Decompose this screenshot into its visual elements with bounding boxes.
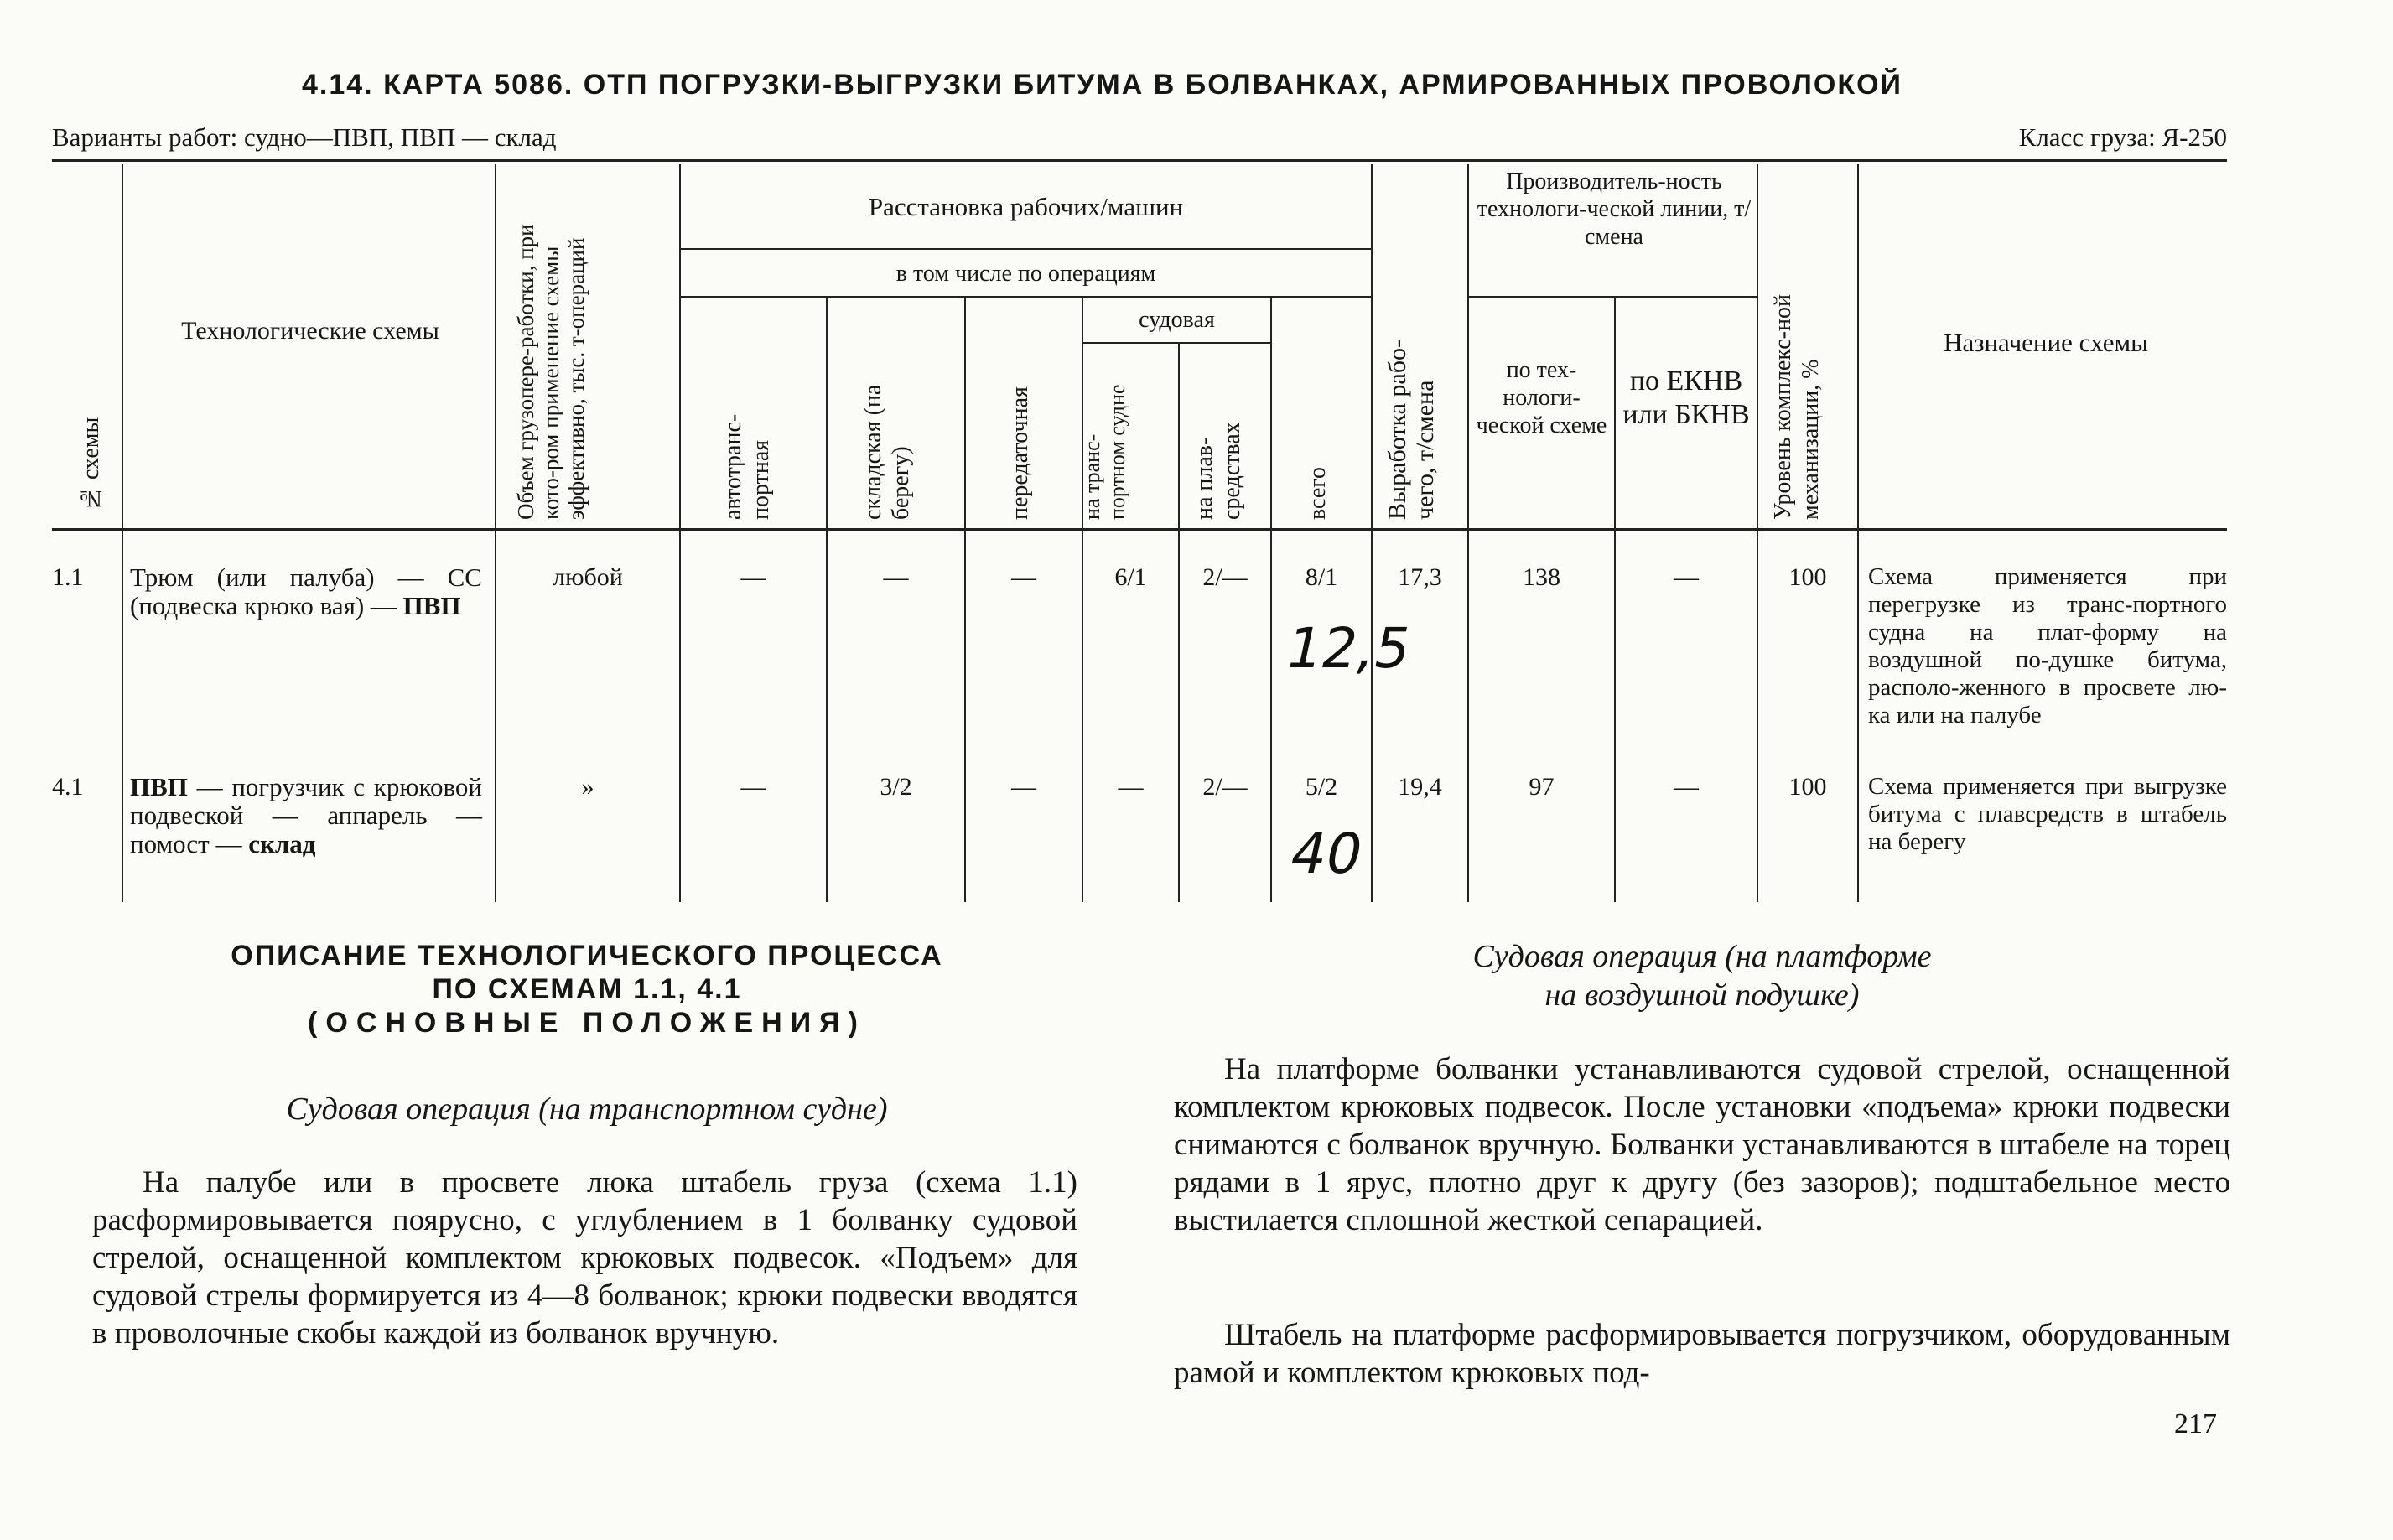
row-2-output: 19,4 bbox=[1398, 773, 1442, 801]
cargo-class: Класс груза: Я-250 bbox=[2018, 122, 2227, 152]
work-variants: Варианты работ: судно—ПВП, ПВП — склад bbox=[52, 122, 557, 152]
row-1-prod-scheme: 138 bbox=[1523, 563, 1560, 591]
col-divider bbox=[122, 164, 123, 902]
col-divider bbox=[1270, 298, 1272, 902]
table-top-rule bbox=[52, 159, 2227, 162]
left-subheading: Судовая операция (на транспортном судне) bbox=[286, 1091, 888, 1127]
row-1-total: 8/1 bbox=[1305, 563, 1338, 591]
row-2-prod-ekhv: — bbox=[1674, 773, 1699, 801]
col-divider bbox=[826, 298, 828, 902]
row-2-transfer: — bbox=[1011, 773, 1036, 801]
row-2-handwritten-note: 40 bbox=[1284, 822, 1369, 886]
right-paragraph-1: На платформе болванки устанавливаются судовой стрелой, оснащенной комплектом крюковых подвесок. После установки «подъема» крюки подвески снимаются с болванок вручную. Болванки устанавливаются в штабеле на торец рядами в 1 ярус, плотно друг к другу (без зазоров); подштабельное место выстилается сплошной жесткой сепарацией. bbox=[1174, 1052, 2230, 1237]
row-2-auto: — bbox=[740, 773, 766, 801]
row-1-ship-floating: 2/— bbox=[1202, 563, 1248, 591]
header-on-transport-ship: на транс-портном судне bbox=[1080, 384, 1129, 520]
header-sub-rule bbox=[1082, 342, 1270, 344]
left-paragraph: На палубе или в просвете люка штабель груза (схема 1.1) расформировывается поярусно, с углублением в 1 болванку судовой стрелой, оснащенной комплектом крюковых подвесок. «Подъем» для судовой стрелы формируется из 4—8 болванок; крюки подвески вводятся в проволочные скобы каждой из болванок вручную. bbox=[92, 1165, 1077, 1351]
col-divider bbox=[1857, 164, 1859, 902]
header-productivity: Производитель-ность технологи-ческой линии, т/смена bbox=[1477, 169, 1752, 250]
row-1-volume: любой bbox=[553, 563, 623, 591]
row-1-handwritten-note: 12,5 bbox=[1280, 616, 1418, 681]
header-volume: Объем грузопере-работки, при кото-ром применение схемы эффективно, тыс. т-операций bbox=[513, 224, 589, 520]
right-subheading bbox=[1174, 937, 2230, 1014]
section-heading-line-1: ОПИСАНИЕ ТЕХНОЛОГИЧЕСКОГО ПРОЦЕССА bbox=[231, 940, 943, 972]
row-1-warehouse: — bbox=[883, 563, 909, 591]
row-2-purpose: Схема применяется при выгрузке битума с плавсредств в штабель на берегу bbox=[1868, 773, 2227, 855]
row-1-prod-ekhv: — bbox=[1674, 563, 1699, 591]
header-output-per-worker: Выработка рабо-чего, т/смена bbox=[1383, 340, 1439, 520]
row-1-scheme: Трюм (или палуба) — СС (подвеска крюко вая) — ПВП bbox=[130, 563, 482, 620]
row-2-total: 5/2 bbox=[1305, 773, 1338, 801]
row-2-ship-transport: — bbox=[1118, 773, 1144, 801]
right-paragraph-2: Штабель на платформе расформировывается погрузчиком, оборудованным рамой и комплектом крюковых под- bbox=[1174, 1318, 2230, 1390]
row-1-no: 1.1 bbox=[52, 563, 84, 591]
header-scheme-no: № схемы bbox=[78, 417, 104, 511]
table-header-rule bbox=[52, 528, 2227, 531]
row-1-ship-transport: 6/1 bbox=[1114, 563, 1147, 591]
header-sub-rule bbox=[679, 296, 1371, 298]
header-warehouse: складская (на берегу) bbox=[860, 384, 914, 520]
header-by-ekhv: по ЕКНВ или БКНВ bbox=[1622, 366, 1750, 430]
header-auto: автотранс-портная bbox=[720, 413, 774, 520]
header-mechanization: Уровень комплекс-ной механизации, % bbox=[1770, 294, 1824, 520]
section-heading-line-2: ПО СХЕМАМ 1.1, 4.1 bbox=[432, 973, 742, 1005]
header-by-scheme: по тех-нологи-ческой схеме bbox=[1476, 357, 1607, 438]
header-tech-schemes: Технологические схемы bbox=[181, 317, 439, 345]
right-subheading-line-1: Судовая операция (на платформе bbox=[1472, 939, 1932, 974]
row-2-prod-scheme: 97 bbox=[1529, 773, 1555, 801]
page-number: 217 bbox=[2174, 1408, 2217, 1439]
header-ship: судовая bbox=[1139, 307, 1215, 333]
header-placement: Расстановка рабочих/машин bbox=[868, 192, 1184, 221]
header-on-floating: на плав-средствах bbox=[1191, 422, 1245, 520]
header-by-operations: в том числе по операциям bbox=[895, 261, 1156, 287]
row-2-warehouse: 3/2 bbox=[880, 773, 912, 801]
row-2-mechanization: 100 bbox=[1788, 773, 1827, 801]
page-title: 4.14. КАРТА 5086. ОТП ПОГРУЗКИ-ВЫГРУЗКИ БИТУМА В БОЛВАНКАХ, АРМИРОВАННЫХ ПРОВОЛОКОЙ bbox=[302, 69, 1902, 101]
header-purpose: Назначение схемы bbox=[1944, 328, 2148, 357]
row-1-output: 17,3 bbox=[1398, 563, 1442, 591]
header-transfer: передаточная bbox=[1007, 386, 1033, 520]
section-heading bbox=[92, 939, 1082, 1040]
col-divider bbox=[964, 298, 966, 902]
row-1-purpose: Схема применяется при перегрузке из транс-портного судна на плат-форму на воздушной по-душке битума, располо-женного в просвете лю-ка или на палубе bbox=[1868, 563, 2227, 729]
header-sub-rule bbox=[1467, 296, 1757, 298]
row-1-transfer: — bbox=[1011, 563, 1036, 591]
col-divider bbox=[1178, 344, 1180, 902]
section-heading-line-3: (ОСНОВНЫЕ ПОЛОЖЕНИЯ) bbox=[308, 1007, 866, 1039]
row-1-auto: — bbox=[740, 563, 766, 591]
right-subheading-line-2: на воздушной подушке) bbox=[1544, 977, 1860, 1013]
header-sub-rule bbox=[679, 248, 1371, 250]
row-2-ship-floating: 2/— bbox=[1202, 773, 1248, 801]
row-2-no: 4.1 bbox=[52, 773, 84, 801]
row-2-scheme: ПВП — погрузчик с крюковой подвеской — аппарель — помост — склад bbox=[130, 772, 482, 858]
header-total: всего bbox=[1305, 466, 1331, 520]
row-2-volume: » bbox=[581, 773, 594, 801]
row-1-mechanization: 100 bbox=[1788, 563, 1827, 591]
